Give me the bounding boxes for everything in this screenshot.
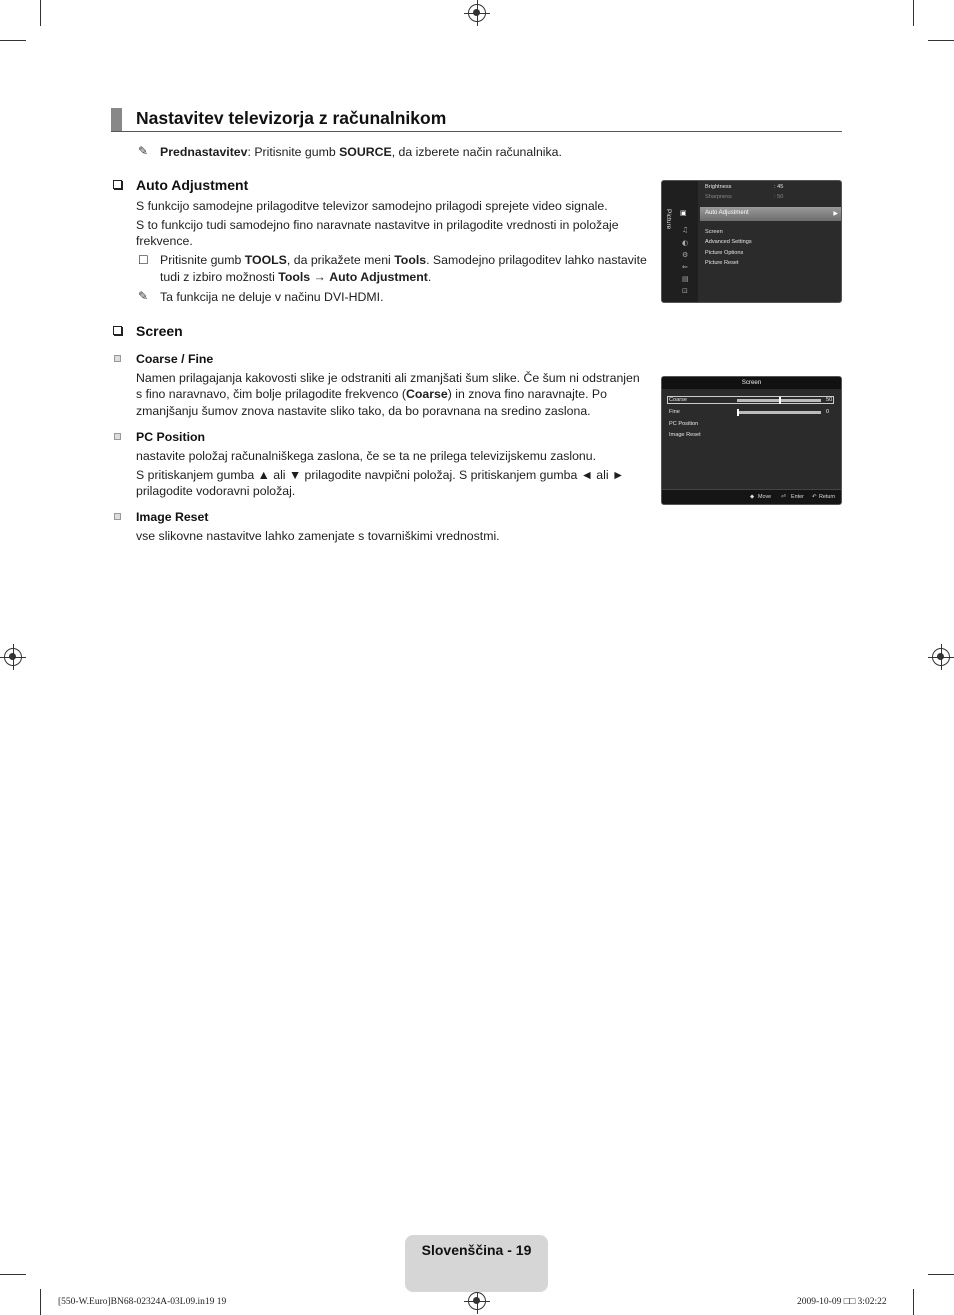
setup-icon: ⚙ [682, 251, 689, 259]
sound-icon: ♫ [682, 226, 689, 234]
crop-mark [0, 40, 26, 41]
crop-mark [913, 1289, 914, 1315]
fine-value: 0 [826, 409, 830, 415]
arrow-right-icon: ▶ [833, 211, 838, 217]
pc-position-line1: nastavite položaj računalniškega zaslona, če se ta ne prilega televizijskemu zaslonu. [136, 449, 597, 463]
move-icon: ◆ [750, 494, 755, 500]
tv-menu-screen [661, 376, 842, 505]
fine-slider-handle[interactable] [737, 409, 739, 416]
coarse-fine-line2: s fino naravnavo, čim bolje prilagodite frekvenco (Coarse) in znova fino naravnajte. Po [136, 387, 607, 401]
crop-mark [0, 1274, 26, 1275]
menu-row-coarse[interactable]: Coarse [669, 397, 688, 403]
footer-enter: Enter [791, 494, 804, 500]
slug-right: 2009-10-09 □□ 3:02:22 [797, 1297, 887, 1307]
coarse-fine-heading: Coarse / Fine [136, 352, 214, 366]
menu-footer [662, 489, 841, 504]
page-number: Slovenščina - 19 [421, 1242, 532, 1258]
menu-row-image-reset[interactable]: Image Reset [669, 432, 701, 438]
auto-adjustment-p1: S funkcijo samodejne prilagoditve televizor samodejno prilagodi sprejete video signale. [136, 199, 608, 213]
pc-position-line3: prilagodite vodoravni položaj. [136, 484, 296, 498]
registration-mark-icon [4, 648, 22, 666]
menu-row-picture-reset[interactable]: Picture Reset [705, 260, 739, 266]
auto-adjustment-heading: Auto Adjustment [136, 177, 249, 193]
menu-row-auto-adjustment[interactable]: Auto Adjustment ▶ [700, 207, 842, 221]
page-title: Nastavitev televizorja z računalnikom [136, 108, 447, 128]
pc-position-line2: S pritiskanjem gumba ▲ ali ▼ prilagodite navpični položaj. S pritiskanjem gumba ◄ ali ► [136, 468, 625, 482]
menu-row-screen[interactable]: Screen [705, 229, 723, 235]
crop-mark [928, 40, 954, 41]
crop-mark [40, 1289, 41, 1315]
channel-icon: ◐ [682, 239, 689, 247]
coarse-slider-handle[interactable] [779, 397, 781, 404]
footer-return: Return [819, 494, 836, 500]
enter-icon: ⏎ [781, 494, 786, 500]
bullet-icon [114, 355, 121, 362]
crop-mark [913, 0, 914, 26]
menu-side-label: Picture [665, 209, 672, 230]
section-checkbox-icon [113, 180, 122, 189]
image-reset-heading: Image Reset [136, 510, 209, 524]
menu-value-sharpness: : 50 [774, 194, 784, 200]
coarse-value: 50 [826, 397, 833, 403]
coarse-fine-line1: Namen prilagajanja kakovosti slike je odstraniti ali zmanjšati šum slike. Če šum ni odstranjen [136, 371, 640, 385]
support-icon: ⊡ [682, 287, 688, 295]
registration-mark-icon [932, 648, 950, 666]
menu-row-fine[interactable]: Fine [669, 409, 680, 415]
input-icon: ⇐ [682, 263, 688, 271]
title-accent-bar [111, 108, 122, 132]
section-checkbox-icon [113, 326, 122, 335]
application-icon: ▤ [682, 275, 689, 283]
picture-icon: ▣ [680, 209, 687, 217]
dvi-note: Ta funkcija ne deluje v načinu DVI-HDMI. [160, 290, 384, 304]
note-icon: ✎ [138, 144, 149, 158]
title-rule [111, 131, 842, 132]
screen-heading: Screen [136, 323, 183, 339]
auto-adjustment-p2b: frekvence. [136, 234, 193, 248]
tools-note-line1: Pritisnite gumb TOOLS, da prikažete meni Tools. Samodejno prilagoditev lahko nastavite [160, 253, 647, 267]
tools-icon: ☐ [138, 253, 149, 267]
coarse-fine-line3: zmanjšanju šumov znova nastavite sliko tako, da bo poravnana na sredino zaslona. [136, 404, 591, 418]
menu-title: Screen [662, 377, 841, 389]
return-icon: ↶ [812, 494, 817, 500]
crop-mark [40, 0, 41, 26]
footer-move: Move [758, 494, 772, 500]
fine-slider[interactable] [737, 411, 821, 414]
image-reset-line1: vse slikovne nastavitve lahko zamenjate s tovarniškimi vrednostmi. [136, 529, 500, 543]
crop-mark [928, 1274, 954, 1275]
bullet-icon [114, 513, 121, 520]
pc-position-heading: PC Position [136, 430, 206, 444]
menu-value-brightness: : 45 [774, 184, 784, 190]
note-icon: ✎ [138, 289, 149, 303]
menu-row-advanced-settings[interactable]: Advanced Settings [705, 239, 752, 245]
auto-adjustment-p2a: S to funkcijo tudi samodejno fino naravnate nastavitve in prilagodite vrednosti in položaje [136, 218, 619, 232]
registration-mark-icon [468, 4, 486, 22]
menu-row-brightness[interactable]: Brightness [705, 184, 732, 190]
tools-note-line2: tudi z izbiro možnosti Tools → Auto Adjustment. [160, 270, 432, 284]
menu-sidebar [662, 181, 698, 302]
page-number-tab [405, 1235, 548, 1292]
prep-note: Prednastavitev: Pritisnite gumb SOURCE, da izberete način računalnika. [160, 145, 562, 159]
registration-mark-icon [468, 1292, 486, 1310]
slug-left: [550-W.Euro]BN68-02324A-03L09.in19 19 [58, 1297, 227, 1307]
tv-menu-picture [661, 180, 842, 303]
menu-row-pc-position[interactable]: PC Position [669, 421, 699, 427]
bullet-icon [114, 433, 121, 440]
menu-row-picture-options[interactable]: Picture Options [705, 250, 744, 256]
menu-row-sharpness[interactable]: Sharpness [705, 194, 732, 200]
